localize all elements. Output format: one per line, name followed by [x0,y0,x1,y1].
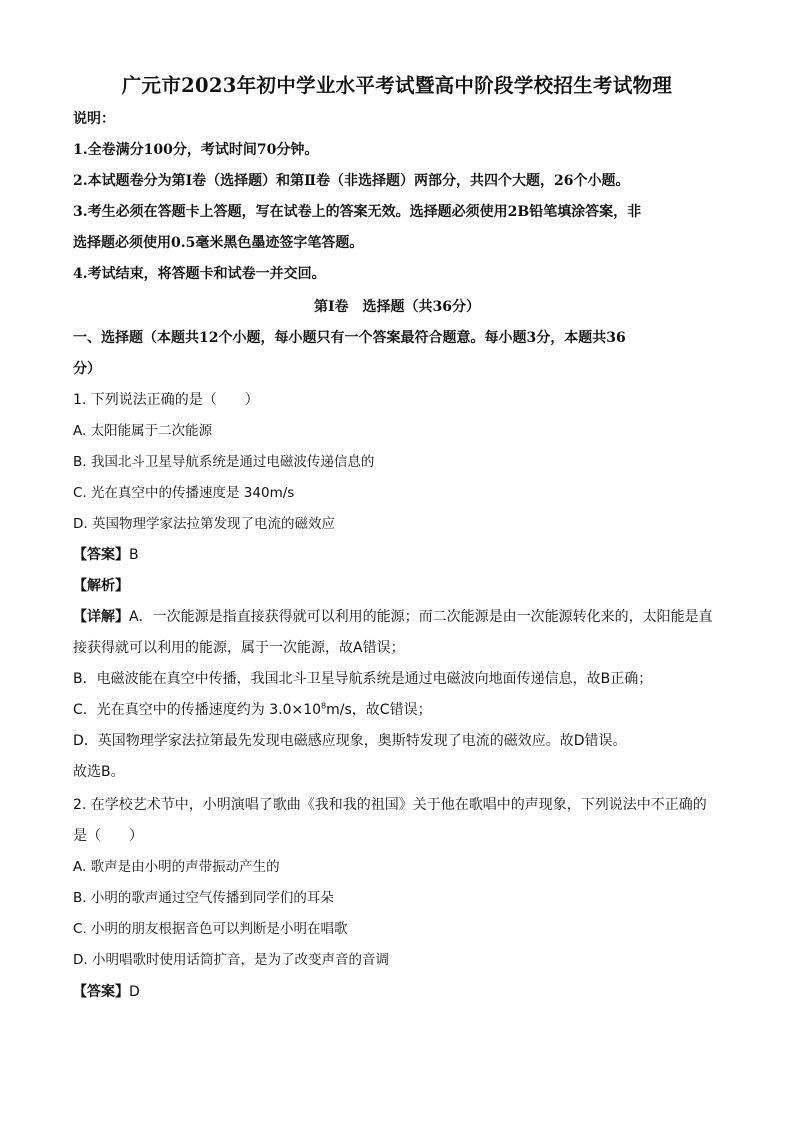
answer-tag: 【答案】 [73,984,129,1000]
answer-value: D [129,984,140,1000]
instructions-heading: 说明： [73,111,115,127]
page-title: 广元市2023年初中学业水平考试暨高中阶段学校招生考试物理 [121,74,673,97]
detail-text: D．英国物理学家法拉第最先发现电磁感应现象，奥斯特发现了电流的磁效应。故D错误。 [73,733,627,749]
option-a: A. 太阳能属于二次能源 [73,423,213,439]
part-heading: 一、选择题（本题共12个小题，每小题只有一个答案最符合题意。每小题3分，本题共36 [73,330,626,346]
answer-value: B [129,547,139,563]
detail-c-text-end: m/s，故C错误； [326,702,432,718]
part-heading-continued: 分） [73,361,101,377]
detail-text: 接获得就可以利用的能源，属于一次能源，故A错误； [73,640,405,656]
instruction-item: 1.全卷满分100分，考试时间70分钟。 [73,142,319,158]
question-stem: 1. 下列说法正确的是（ ） [73,392,259,408]
option-a: A. 歌声是由小明的声带振动产生的 [73,859,280,875]
detail-tag: 【详解】 [73,609,129,625]
analysis-tag: 【解析】 [73,578,129,594]
exponent: 8 [321,701,327,711]
option-b: B. 小明的歌声通过空气传播到同学们的耳朵 [73,890,334,906]
option-b: B. 我国北斗卫星导航系统是通过电磁波传递信息的 [73,454,375,470]
detail-line [73,607,723,627]
instruction-item: 选择题必须使用0.5毫米黑色墨迹签字笔答题。 [73,235,364,251]
answer-tag: 【答案】 [73,547,129,563]
instruction-item: 3.考生必须在答题卡上答题，写在试卷上的答案无效。选择题必须使用2B铅笔填涂答案，非 [73,204,642,220]
option-c: C. 小明的朋友根据音色可以判断是小明在唱歌 [73,921,348,937]
section-heading: 第Ⅰ卷 选择题（共36分） [313,299,481,315]
detail-text [73,700,723,720]
answer-line [73,545,723,565]
instruction-item: 4.考试结束，将答题卡和试卷一并交回。 [73,266,326,282]
detail-text: A．一次能源是指直接获得就可以利用的能源；而二次能源是由一次能源转化来的，太阳能是直 [129,609,713,625]
option-c: C. 光在真空中的传播速度是 340m/s [73,485,295,501]
answer-line [73,982,723,1002]
question-stem-continued: 是（ ） [73,828,143,844]
instruction-item: 2.本试题卷分为第Ⅰ卷（选择题）和第Ⅱ卷（非选择题）两部分，共四个大题，26个小题。 [73,173,630,189]
question-stem: 2. 在学校艺术节中，小明演唱了歌曲《我和我的祖国》关于他在歌唱中的声现象，下列说法中不正确的 [73,797,707,813]
detail-text: B．电磁波能在真空中传播，我国北斗卫星导航系统是通过电磁波向地面传递信息，故B正确； [73,671,653,687]
conclusion-text: 故选B。 [73,764,125,780]
analysis-line [73,576,723,596]
option-d: D. 英国物理学家法拉第发现了电流的磁效应 [73,516,335,532]
option-d: D. 小明唱歌时使用话筒扩音，是为了改变声音的音调 [73,952,389,968]
detail-c-text: C．光在真空中的传播速度约为 3.0×10 [73,702,322,718]
